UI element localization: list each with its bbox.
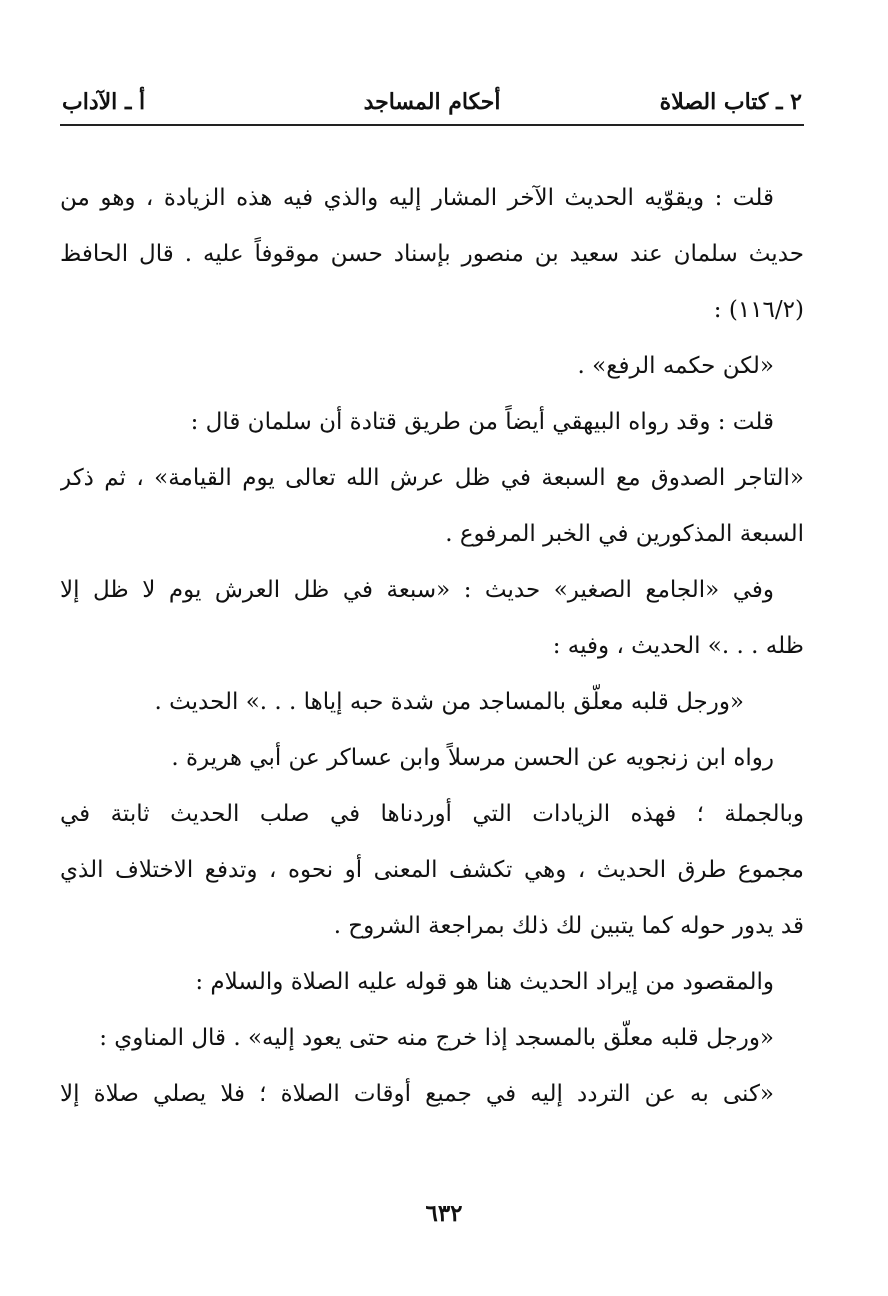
text-line: قلت : وقد رواه البيهقي أيضاً من طريق قتادة أن سلمان قال : bbox=[190, 409, 774, 435]
quote-line: «كنى به عن التردد إليه في جميع أوقات الصلاة ؛ فلا يصلي صلاة إلا bbox=[60, 1081, 774, 1107]
text-line: حديث سلمان عند سعيد بن منصور بإسناد حسن موقوفاً عليه . قال الحافظ bbox=[60, 241, 804, 267]
text-line: قلت : ويقوّيه الحديث الآخر المشار إليه والذي فيه هذه الزيادة ، وهو من bbox=[60, 185, 774, 211]
text-line: رواه ابن زنجويه عن الحسن مرسلاً وابن عساكر عن أبي هريرة . bbox=[171, 745, 774, 771]
header-divider bbox=[60, 124, 804, 126]
running-header bbox=[62, 84, 802, 120]
page-number: ٦٣٢ bbox=[425, 1200, 463, 1227]
header-section-title: أحكام المساجد bbox=[363, 89, 501, 115]
text-line: قد يدور حوله كما يتبين لك ذلك بمراجعة الشروح . bbox=[333, 913, 804, 939]
text-line: (١١٦/٢) : bbox=[713, 297, 804, 323]
quote-line: «ورجل قلبه معلّق بالمسجد إذا خرج منه حتى يعود إليه» . قال المناوي : bbox=[99, 1025, 774, 1051]
text-line: مجموع طرق الحديث ، وهي تكشف المعنى أو نحوه ، وتدفع الاختلاف الذي bbox=[60, 857, 804, 883]
text-line: ظله . . .» الحديث ، وفيه : bbox=[552, 633, 804, 659]
quote-line: «التاجر الصدوق مع السبعة في ظل عرش الله تعالى يوم القيامة» ، ثم ذكر bbox=[60, 465, 804, 491]
text-line: وبالجملة ؛ فهذه الزيادات التي أوردناها في صلب الحديث ثابتة في bbox=[60, 801, 804, 827]
quote-line: «لكن حكمه الرفع» . bbox=[577, 353, 774, 379]
header-chapter-title: ٢ ـ كتاب الصلاة bbox=[659, 89, 802, 115]
text-line: وفي «الجامع الصغير» حديث : «سبعة في ظل العرش يوم لا ظل إلا bbox=[60, 577, 774, 603]
text-line: السبعة المذكورين في الخبر المرفوع . bbox=[445, 521, 804, 547]
quote-line: «ورجل قلبه معلّق بالمساجد من شدة حبه إياها . . .» الحديث . bbox=[154, 689, 744, 715]
header-subsection-title: أ ـ الآداب bbox=[62, 89, 146, 115]
body-text bbox=[60, 178, 804, 1130]
text-line: والمقصود من إيراد الحديث هنا هو قوله عليه الصلاة والسلام : bbox=[195, 969, 774, 995]
